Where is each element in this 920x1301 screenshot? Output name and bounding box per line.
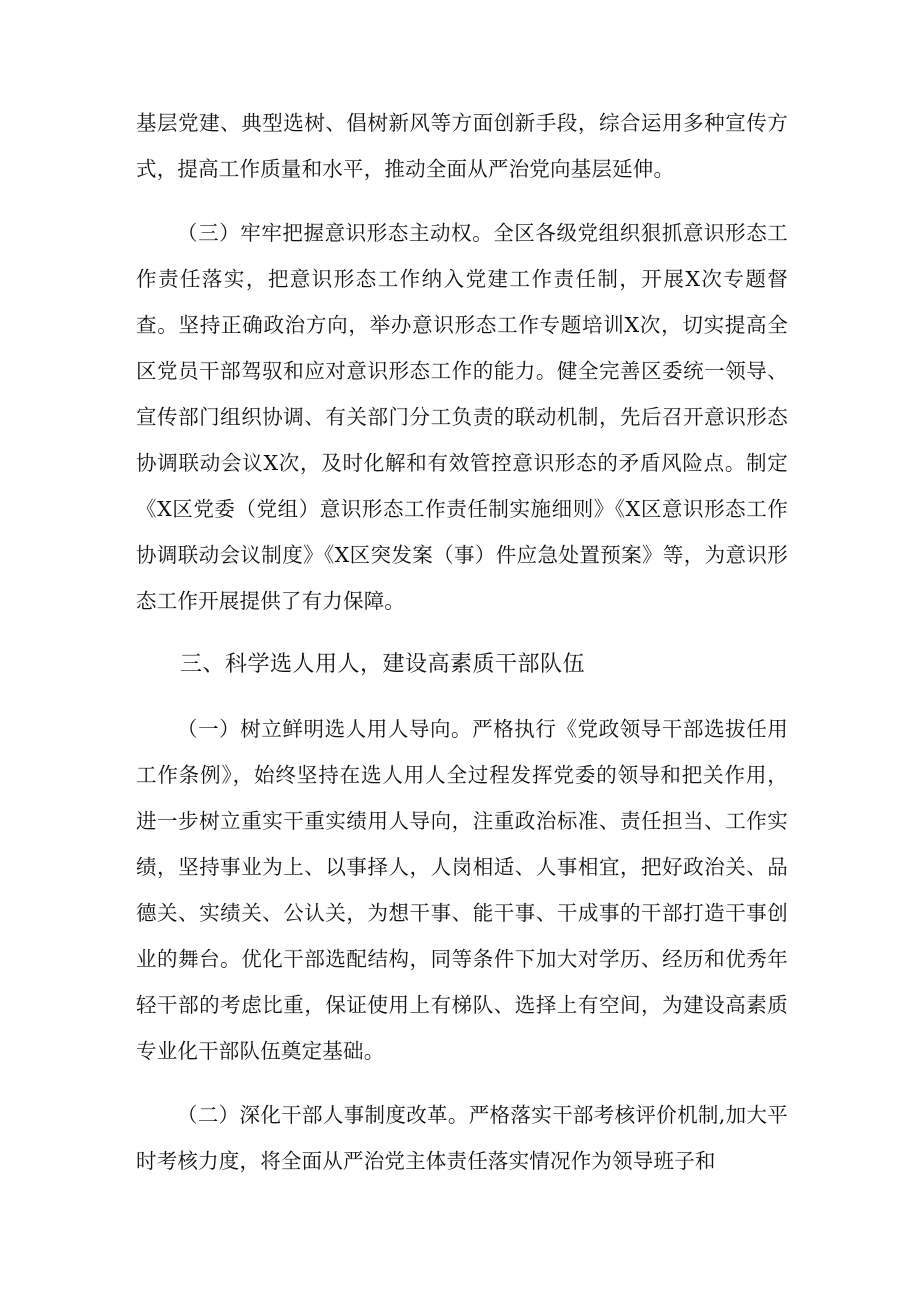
- paragraph-continuation: 基层党建、典型选树、倡树新风等方面创新手段，综合运用多种宣传方式，提高工作质量和水平，推动全面从严治党向基层延伸。: [136, 111, 788, 181]
- paragraph-personnel-reform: （二）深化干部人事制度改革。严格落实干部考核评价机制,加大平时考核力度，将全面从严治党主体责任落实情况作为领导班子和: [136, 1103, 788, 1173]
- section-heading: 三、科学选人用人，建设高素质干部队伍: [180, 652, 586, 677]
- paragraph-ideology: （三）牢牢把握意识形态主动权。全区各级党组织狠抓意识形态工作责任落实，把意识形态工作纳入党建工作责任制，开展X次专题督查。坚持正确政治方向，举办意识形态工作专题培训X次，切实提高全区党员干部驾驭和应对意识形态工作的能力。健全完善区委统一领导、宣传部门组织协调、有关部门分工负责的联动机制，先后召开意识形态协调联动会议X次，及时化解和有效管控意识形态的矛盾风险点。制定《X区党委（党组）意识形态工作责任制实施细则》《X区意识形态工作协调联动会议制度》《X区突发案（事）件应急处置预案》等，为意识形态工作开展提供了有力保障。: [136, 221, 788, 613]
- paragraph-selection-guidance: （一）树立鲜明选人用人导向。严格执行《党政领导干部选拔任用工作条例》，始终坚持在选人用人全过程发挥党委的领导和把关作用，进一步树立重实干重实绩用人导向，注重政治标准、责任担当、工作实绩，坚持事业为上、以事择人，人岗相适、人事相宜，把好政治关、品德关、实绩关、公认关，为想干事、能干事、干成事的干部打造干事创业的舞台。优化干部选配结构，同等条件下加大对学历、经历和优秀年轻干部的考虑比重，保证使用上有梯队、选择上有空间，为建设高素质专业化干部队伍奠定基础。: [136, 717, 788, 1063]
